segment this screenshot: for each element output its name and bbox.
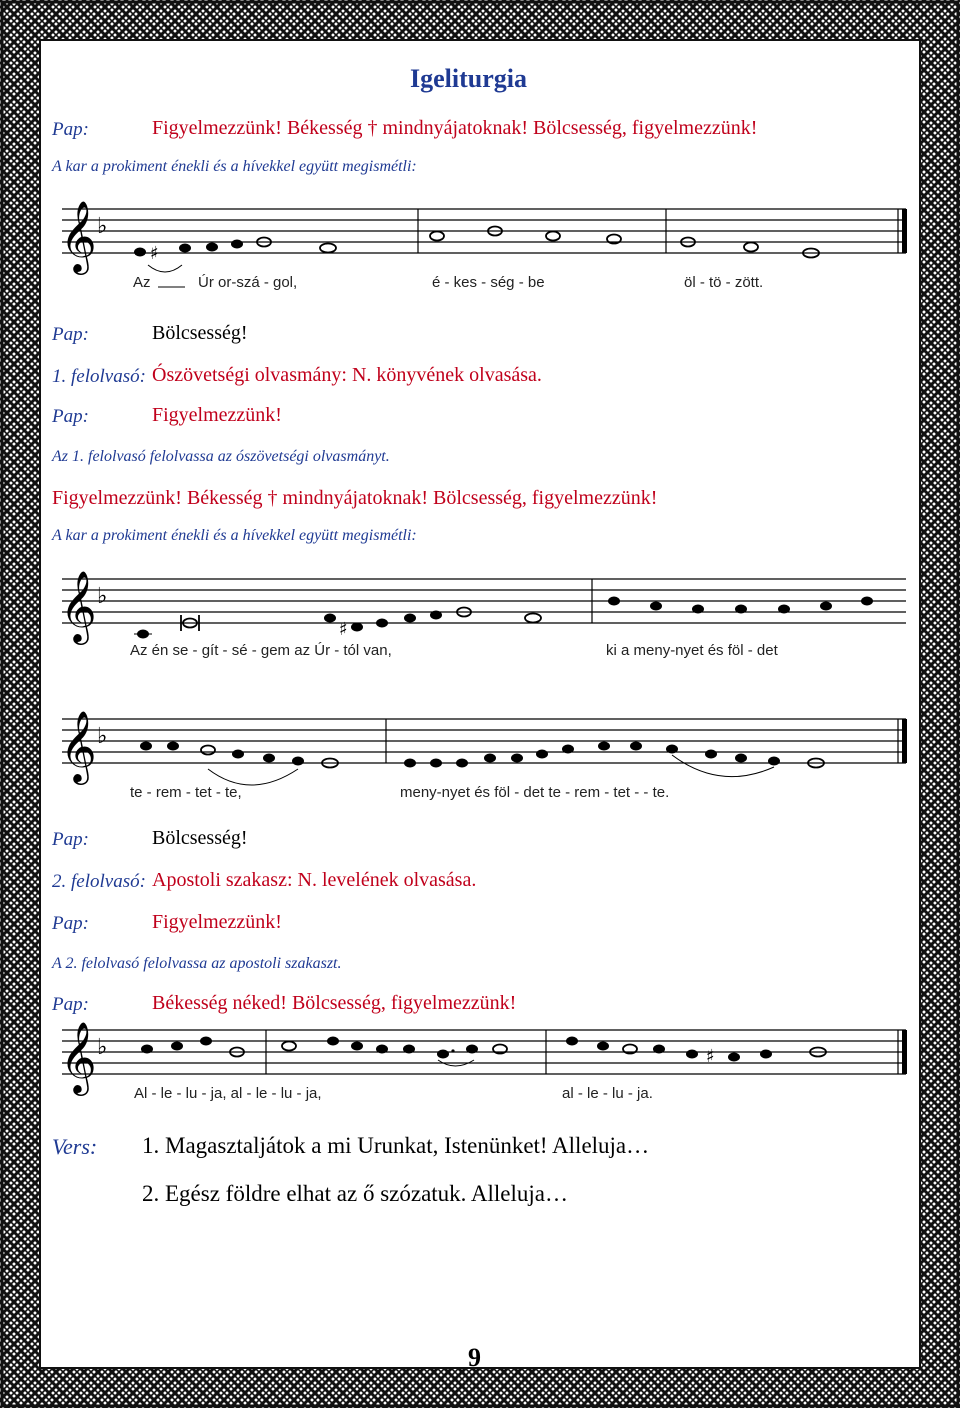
rubric-text: A kar a prokiment énekli és a hívekkel együtt megismétli: xyxy=(52,158,417,175)
svg-text:♯: ♯ xyxy=(150,243,159,264)
svg-text:ki a meny-nyet és fö: ki a meny-nyet és föl - det xyxy=(606,642,778,659)
priest-text: Figyelmezzünk! Békesség † mindnyájatoknak! Bölcsesség, figyelmezzünk! xyxy=(52,487,658,509)
svg-text:♭: ♭ xyxy=(97,214,108,239)
rubric-text: A 2. felolvasó felolvassa az apostoli szakaszt. xyxy=(52,955,342,972)
lyric-line-1: Az xyxy=(133,274,151,291)
svg-text:al - le - lu: al - le - lu - ja. xyxy=(562,1085,653,1102)
svg-text:♭: ♭ xyxy=(97,1035,108,1060)
role-label: Pap: xyxy=(52,324,89,345)
svg-text:Úr or-szá - gol,: Úr or-szá - gol, xyxy=(198,274,298,291)
svg-text:♯: ♯ xyxy=(706,1046,715,1067)
svg-text:öl - tö - zött.: öl - tö - zött. xyxy=(684,274,764,291)
music-staff-3 xyxy=(0,705,960,815)
role-label: Pap: xyxy=(52,913,89,934)
lyric-line-3: te - rem - tet - te, xyxy=(130,784,242,801)
treble-clef-icon: 𝄞 xyxy=(60,199,97,272)
music-staff-1 xyxy=(0,195,960,305)
role-label: Pap: xyxy=(52,119,89,140)
svg-text:é - kes - ség - be: é - kes - ség - be xyxy=(432,274,545,291)
role-label: 2. felolvasó: xyxy=(52,871,146,892)
svg-text:♯: ♯ xyxy=(339,619,348,640)
priest-text: Figyelmezzünk! xyxy=(152,404,282,426)
music-staff-2 xyxy=(0,565,960,675)
lyric-line-4: Al - le - lu - ja, al - le - lu - ja, xyxy=(134,1085,322,1102)
music-staff-4 xyxy=(0,1016,960,1116)
role-label: Pap: xyxy=(52,406,89,427)
treble-clef-icon: 𝄞 xyxy=(60,569,97,642)
verse-label: Vers: xyxy=(52,1134,98,1159)
priest-text: Figyelmezzünk! xyxy=(152,911,282,933)
verse-2: 2. Egész földre elhat az ő szózatuk. Alleluja… xyxy=(142,1181,568,1206)
lyric-line-2: Az én se - gít - sé - gem az Úr - tól van, xyxy=(130,642,392,659)
priest-text: Békesség néked! Bölcsesség, figyelmezzünk! xyxy=(152,992,517,1014)
role-label: Pap: xyxy=(52,829,89,850)
page-title: Igeliturgia xyxy=(410,64,527,93)
verse-1: 1. Magasztaljátok a mi Urunkat, Istenünket! Alleluja… xyxy=(142,1133,650,1158)
treble-clef-icon: 𝄞 xyxy=(60,709,97,782)
rubric-text: A kar a prokiment énekli és a hívekkel együtt megismétli: xyxy=(52,527,417,544)
rubric-text: Az 1. felolvasó felolvassa az ószövetségi olvasmányt. xyxy=(52,448,390,465)
priest-text: Figyelmezzünk! Békesség † mindnyájatoknak! Bölcsesség, figyelmezzünk! xyxy=(152,117,758,139)
reader-text: Ószövetségi olvasmány: N. könyvének olvasása. xyxy=(152,364,542,386)
page-number: 9 xyxy=(468,1343,481,1372)
role-label: Pap: xyxy=(52,994,89,1015)
svg-text:♭: ♭ xyxy=(97,724,108,749)
svg-text:♭: ♭ xyxy=(97,584,108,609)
treble-clef-icon: 𝄞 xyxy=(60,1020,97,1093)
black-text: Bölcsesség! xyxy=(152,827,248,849)
svg-text:meny-nyet és föl - det t: meny-nyet és föl - det te - rem - tet - - te. xyxy=(400,784,670,801)
role-label: 1. felolvasó: xyxy=(52,366,146,387)
reader-text: Apostoli szakasz: N. levelének olvasása. xyxy=(152,869,477,891)
black-text: Bölcsesség! xyxy=(152,322,248,344)
